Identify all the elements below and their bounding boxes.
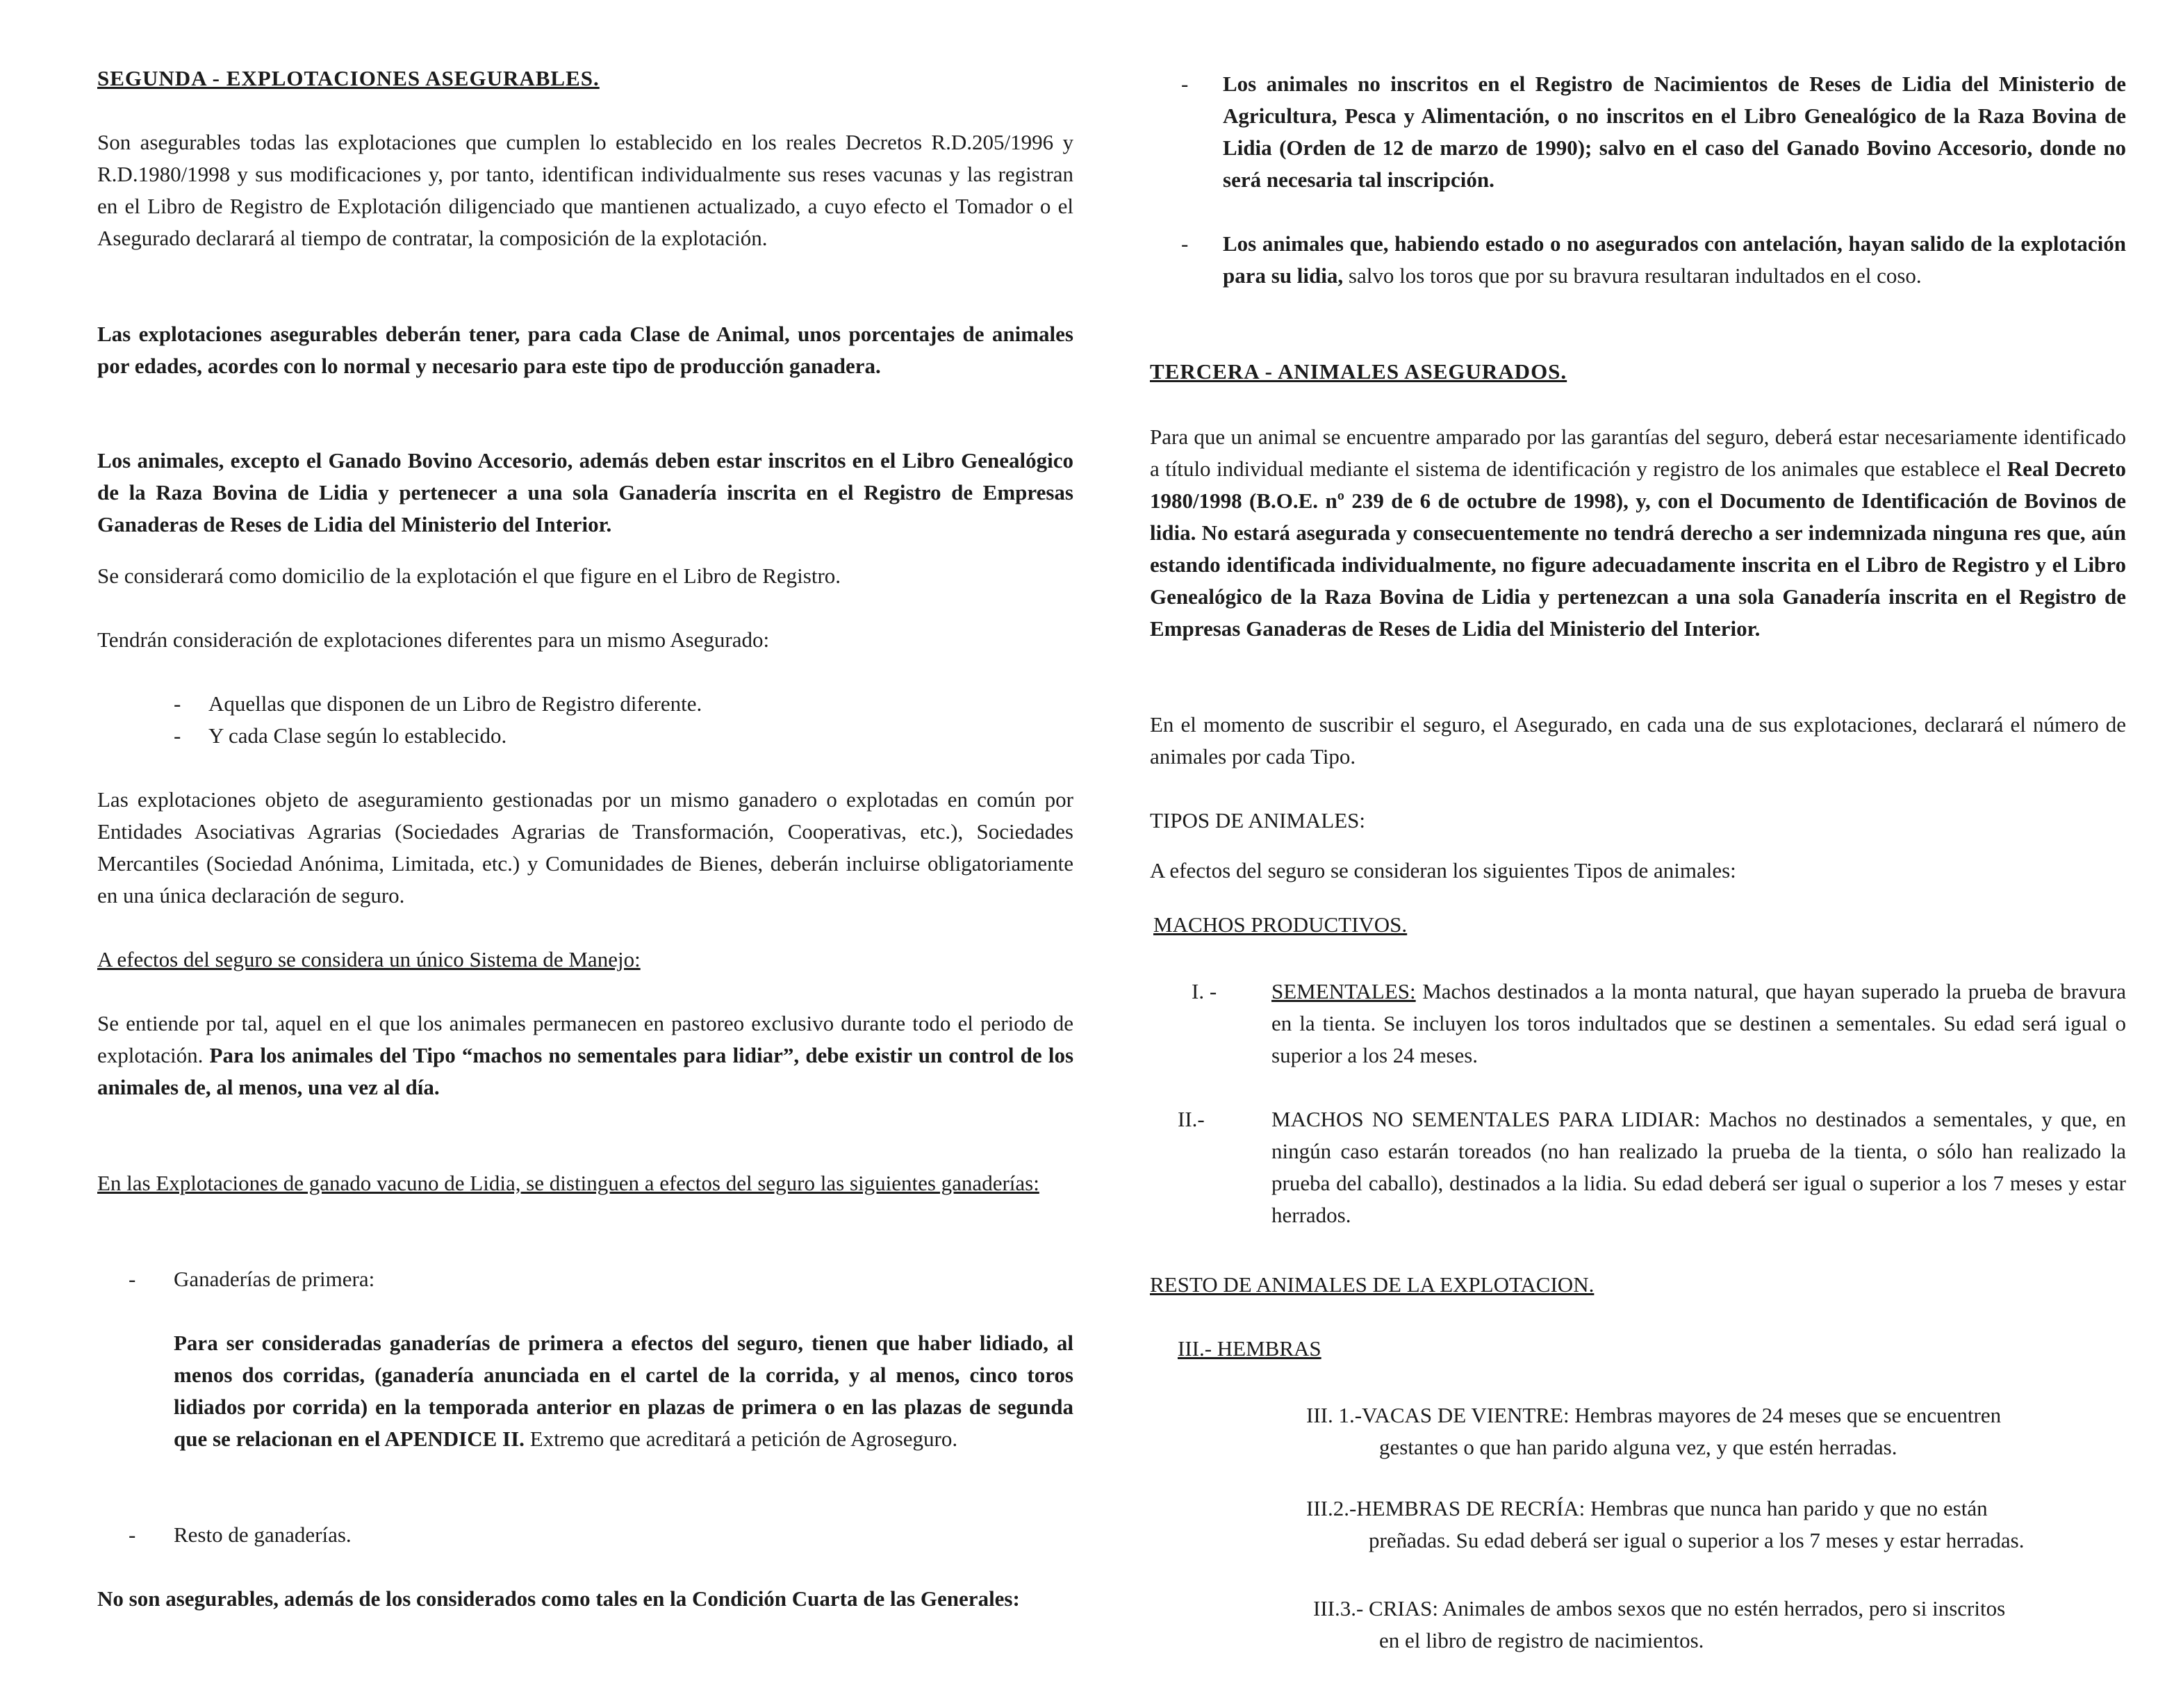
item-number: I. - (1192, 979, 1217, 1003)
list-item: Y cada Clase según lo establecido. (208, 723, 507, 748)
exclusion-item-registro (1150, 68, 2126, 196)
item-number: II.- (1178, 1107, 1205, 1131)
item-line: preñadas. Su edad deberá ser igual o superior a los 7 meses y estar herradas. (1369, 1528, 2025, 1552)
list-dash: - (1181, 231, 1189, 256)
heading-resto-animales: RESTO DE ANIMALES DE LA EXPLOTACION. (1150, 1272, 1595, 1297)
paragraph-sistema-manejo: A efectos del seguro se considera un único Sistema de Manejo: (97, 947, 641, 971)
item-line: gestantes o que han parido alguna vez, y que estén herradas. (1379, 1435, 1897, 1459)
ganaderia-primera-item (97, 1263, 1073, 1295)
heading-segunda: SEGUNDA - EXPLOTACIONES ASEGURABLES. (97, 66, 600, 90)
paragraph-no-asegurables: No son asegurables, además de los considerados como tales en la Condición Cuarta de las Generales: (97, 1586, 1020, 1611)
paragraph-porcentajes: Las explotaciones asegurables deberán tener, para cada Clase de Animal, unos porcentajes de animales por edades, acordes con lo normal y necesario para este tipo de producción ganadera. (97, 322, 1073, 378)
item-line: III.2.-HEMBRAS DE RECRÍA: Hembras que nunca han parido y que no están (1306, 1496, 1988, 1520)
list-item: Resto de ganaderías. (174, 1522, 352, 1547)
paragraph-primera-requisitos: Para ser consideradas ganaderías de primera a efectos del seguro, tienen que haber lidiado, al menos dos corridas, (ganadería anunciada en el cartel de la corrida, y al menos, cinco toros lidiados por corrida) en la temporada anterior en plazas de primera o en las plazas de segunda que se relacionan en el APENDICE II. Extremo que acreditará a petición de Agroseguro. (174, 1331, 1073, 1451)
item-line: III.3.- CRIAS: Animales de ambos sexos que no estén herrados, pero si inscritos (1313, 1596, 2006, 1620)
paragraph-ganaderias: En las Explotaciones de ganado vacuno de Lidia, se distinguen a efectos del seguro las siguientes ganaderías: (97, 1171, 1039, 1195)
paragraph-explotaciones-diferentes: Tendrán consideración de explotaciones diferentes para un mismo Asegurado: (97, 627, 770, 652)
item-line: III. 1.-VACAS DE VIENTRE: Hembras mayores de 24 meses que se encuentren (1306, 1403, 2002, 1427)
exclusion-text: Los animales que, habiendo estado o no asegurados con antelación, hayan salido de la explotación para su lidia, salvo los toros que por su bravura resultaran indultados en el coso. (1223, 231, 2126, 288)
ganaderia-resto-item (97, 1519, 1073, 1551)
paragraph-pastoreo: Se entiende por tal, aquel en el que los animales permanecen en pastoreo exclusivo durante todo el periodo de explotación. Para los animales del Tipo “machos no sementales para lidiar”, debe existir un control de los animales de, al menos, una vez al día. (97, 1011, 1074, 1099)
item-sementales (1150, 976, 2126, 1071)
list-dash: - (1181, 72, 1189, 96)
paragraph-libro-genealogico: Los animales, excepto el Ganado Bovino Accesorio, además deben estar inscritos en el Libro Genealógico de la Raza Bovina de Lidia y pertenecer a una sola Ganadería inscrita en el Registro de Empresas Ganaderas de Reses de Lidia del Ministerio del Interior. (97, 448, 1073, 536)
exclusion-item-lidia (1150, 228, 2126, 324)
list-explotaciones (97, 688, 1073, 752)
item-machos-no-sementales (1150, 1103, 2126, 1231)
label-tipos-animales: TIPOS DE ANIMALES: (1150, 808, 1366, 832)
list-dash: - (174, 691, 181, 716)
paragraph-domicilio: Se considerará como domicilio de la explotación el que figure en el Libro de Registro. (97, 564, 841, 588)
paragraph-declaracion-unica: Las explotaciones objeto de aseguramiento gestionadas por un mismo ganadero o explotadas en común por Entidades Asociativas Agrarias (Sociedades Agrarias de Transformación, Cooperativas, etc.), Sociedades Mercantiles (Sociedad Anónima, Limitada, etc.) y Comunidades de Bienes, deberán incluirse obligatoriamente en una única declaración de seguro. (97, 787, 1073, 908)
paragraph-declaracion: En el momento de suscribir el seguro, el Asegurado, en cada una de sus explotaciones, declarará el número de animales por cada Tipo. (1150, 712, 2126, 769)
list-dash: - (129, 1267, 136, 1291)
heading-hembras: III.- HEMBRAS (1178, 1336, 1321, 1361)
exclusion-text: Los animales no inscritos en el Registro de Nacimientos de Reses de Lidia del Ministerio de Agricultura, Pesca y Alimentación, o no inscritos en el Libro Genealógico de la Raza Bovina de Lidia (Orden de 12 de marzo de 1990); salvo en el caso del Ganado Bovino Accesorio, donde no será necesaria tal inscripción. (1223, 72, 2126, 192)
item-text: MACHOS NO SEMENTALES PARA LIDIAR: Machos no destinados a sementales, y que, en ningún caso estarán toreados (no han realizado la prueba de la tienta, o sólo han realizado la prueba del caballo), destinados a la lidia. Su edad deberá ser igual o superior a los 7 meses y estar herrados. (1271, 1107, 2126, 1227)
item-vacas-vientre (1150, 1399, 2126, 1463)
paragraph-asegurables: Son asegurables todas las explotaciones que cumplen lo establecido en los reales Decretos R.D.205/1996 y R.D.1980/1998 y sus modificaciones y, por tanto, identifican individualmente sus reses vacunas y las registran en el Libro de Registro de Explotación diligenciado que mantienen actualizado, a cuyo efecto el Tomador o el Asegurado declarará al tiempo de contratar, la composición de la explotación. (97, 130, 1073, 250)
list-item: Aquellas que disponen de un Libro de Registro diferente. (208, 691, 702, 716)
item-line: en el libro de registro de nacimientos. (1379, 1628, 1704, 1652)
list-item: Ganaderías de primera: (174, 1267, 375, 1291)
list-dash: - (129, 1522, 136, 1547)
heading-tercera: TERCERA - ANIMALES ASEGURADOS. (1150, 359, 1567, 384)
item-crias (1150, 1593, 2126, 1657)
heading-machos-productivos: MACHOS PRODUCTIVOS. (1153, 912, 1408, 937)
paragraph-tipos: A efectos del seguro se consideran los siguientes Tipos de animales: (1150, 858, 1736, 882)
item-text: SEMENTALES: Machos destinados a la monta natural, que hayan superado la prueba de bravura en la tienta. Se incluyen los toros indultados que se destinen a sementales. Su edad será igual o superior a los 24 meses. (1271, 979, 2127, 1067)
paragraph-amparado: Para que un animal se encuentre amparado por las garantías del seguro, deberá estar necesariamente identificado a título individual mediante el sistema de identificación y registro de los animales que establece el Real Decreto 1980/1998 (B.O.E. nº 239 de 6 de octubre de 1998), y, con el Documento de Identificación de Bovinos de lidia. No estará asegurada y consecuentemente no tendrá derecho a ser indemnizada ninguna res que, aún estando identificada individualmente, no figure adecuadamente inscrita en el Libro de Registro y el Libro Genealógico de la Raza Bovina de Lidia y pertenezcan a una sola Ganadería inscrita en el Registro de Empresas Ganaderas de Reses de Lidia del Ministerio del Interior. (1150, 425, 2127, 641)
item-hembras-recria (1150, 1493, 2126, 1557)
list-dash: - (174, 723, 181, 748)
